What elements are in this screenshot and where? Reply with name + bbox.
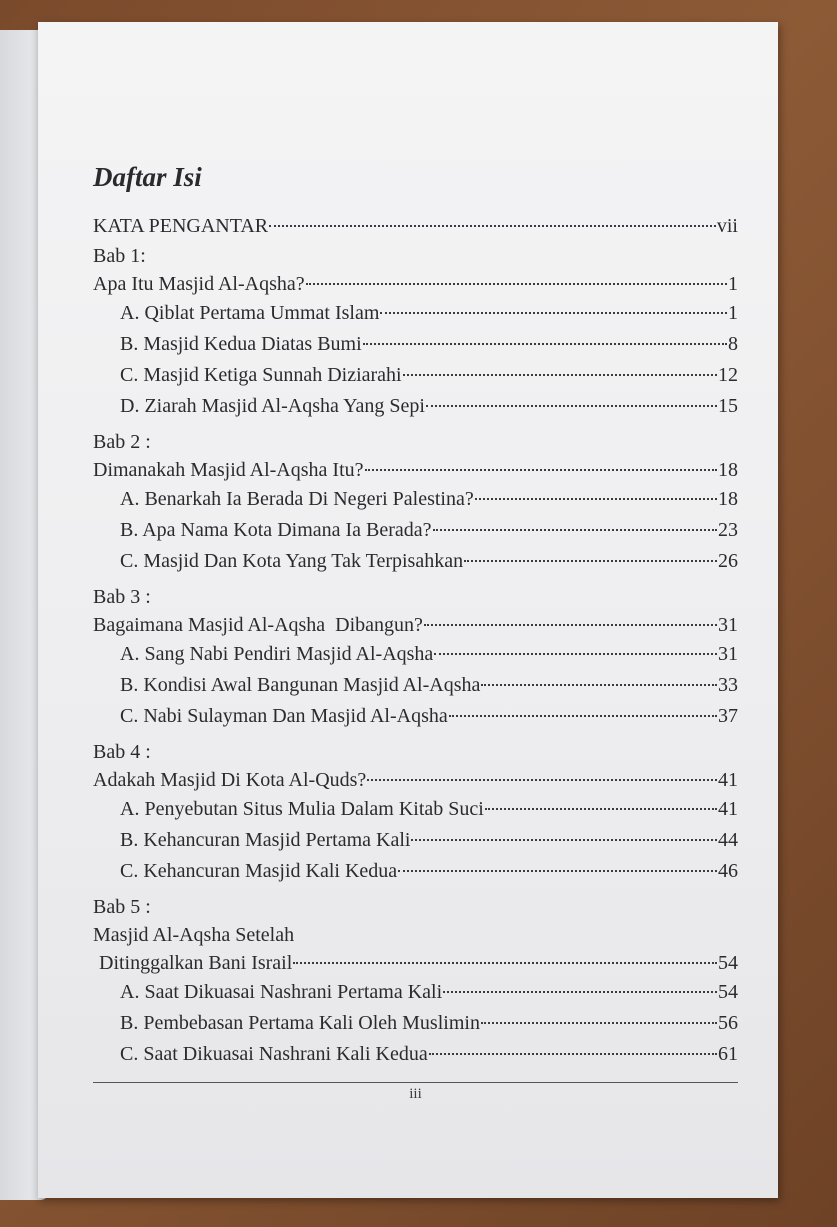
dot-leader [424,624,717,626]
toc-entry-page: 46 [718,860,738,882]
toc-entry-page: 41 [718,769,738,791]
toc-chapter-title-line1: Masjid Al-Aqsha Setelah [93,924,295,946]
dot-leader [481,684,717,686]
toc-section [93,701,738,732]
dot-leader [481,1022,717,1024]
toc-entry-label: KATA PENGANTAR [93,215,269,237]
page-title: Daftar Isi [93,162,202,192]
dot-leader [403,374,717,376]
toc-entry-label: B. Masjid Kedua Diatas Bumi [120,333,362,355]
dot-leader [433,529,717,531]
toc-entry-page: 1 [728,302,738,324]
toc-entry-page: 37 [718,705,738,727]
toc-entry-page: 54 [718,981,738,1003]
toc-entry-label: Adakah Masjid Di Kota Al-Quds? [93,769,367,791]
toc-section [93,856,738,887]
toc-entry-label: C. Masjid Dan Kota Yang Tak Terpisahkan [120,550,464,572]
toc-chapter-title [93,949,738,977]
toc-section [93,298,738,329]
toc-section [93,639,738,670]
dot-leader [443,991,717,993]
dot-leader [365,469,718,471]
dot-leader [367,779,717,781]
toc-entry-page: 18 [718,459,738,481]
toc-entry-page: 26 [718,550,738,572]
footer-page-number: iii [409,1086,422,1102]
dot-leader [449,715,717,717]
toc-entry-label: Apa Itu Masjid Al-Aqsha? [93,273,305,295]
toc-chapter-title [93,456,738,484]
dot-leader [475,498,717,500]
toc-entry-page: 8 [728,333,738,355]
toc-entry-label: Ditinggalkan Bani Israil [99,952,293,974]
toc-entry-label: A. Saat Dikuasai Nashrani Pertama Kali [120,981,443,1003]
toc-section [93,794,738,825]
book-page [38,22,778,1198]
footer-rule [93,1082,738,1083]
toc-entry-page: 31 [718,614,738,636]
toc-entry-label: Bagaimana Masjid Al-Aqsha Dibangun? [93,614,423,636]
toc-entry-label: C. Kehancuran Masjid Kali Kedua [120,860,398,882]
dot-leader [398,870,717,872]
toc-entry-page: 56 [718,1012,738,1034]
toc-section [93,670,738,701]
toc-entry-page: 61 [718,1043,738,1065]
chapter-label: Bab 4 : [93,741,151,763]
toc-section [93,515,738,546]
toc-section [93,1008,738,1039]
dot-leader [485,808,717,810]
toc-section [93,360,738,391]
toc-section [93,391,738,422]
dot-leader [306,283,727,285]
toc-entry-label: B. Apa Nama Kota Dimana Ia Berada? [120,519,432,541]
toc-entry-page: 12 [718,364,738,386]
chapter-label: Bab 5 : [93,896,151,918]
dot-leader [411,839,717,841]
toc-entry-page: 15 [718,395,738,417]
toc-entry-label: B. Kondisi Awal Bangunan Masjid Al-Aqsha [120,674,481,696]
toc-entry-label: C. Saat Dikuasai Nashrani Kali Kedua [120,1043,428,1065]
toc-entry-label: A. Sang Nabi Pendiri Masjid Al-Aqsha [120,643,434,665]
toc-section [93,825,738,856]
dot-leader [269,225,716,227]
chapter-label: Bab 2 : [93,431,151,453]
toc-entry-label: A. Benarkah Ia Berada Di Negeri Palestina? [120,488,474,510]
table-of-contents [93,157,738,1070]
toc-entry-page: 44 [718,829,738,851]
toc-entry-label: B. Kehancuran Masjid Pertama Kali [120,829,411,851]
toc-entry-page: 1 [728,273,738,295]
toc-entry-label: C. Nabi Sulayman Dan Masjid Al-Aqsha [120,705,448,727]
toc-section [93,546,738,577]
toc-section [93,977,738,1008]
chapter-label: Bab 3 : [93,586,151,608]
toc-entry-page: 18 [718,488,738,510]
dot-leader [426,405,717,407]
toc-entry-label: C. Masjid Ketiga Sunnah Diziarahi [120,364,402,386]
toc-entry-page: 33 [718,674,738,696]
toc-section [93,484,738,515]
toc-chapter-title [93,611,738,639]
toc-chapter-title [93,766,738,794]
dot-leader [429,1053,717,1055]
toc-section [93,329,738,360]
toc-entry-label: A. Qiblat Pertama Ummat Islam [120,302,380,324]
dot-leader [293,962,717,964]
toc-entry-label: Dimanakah Masjid Al-Aqsha Itu? [93,459,364,481]
dot-leader [434,653,717,655]
toc-section [93,1039,738,1070]
toc-entry-kata-pengantar [93,211,738,242]
dot-leader [380,312,727,314]
dot-leader [363,343,727,345]
dot-leader [464,560,717,562]
toc-entry-label: B. Pembebasan Pertama Kali Oleh Muslimin [120,1012,480,1034]
chapter-label: Bab 1: [93,245,146,267]
toc-entry-page: vii [716,215,738,237]
toc-entry-page: 54 [718,952,738,974]
toc-entry-label: D. Ziarah Masjid Al-Aqsha Yang Sepi [120,395,425,417]
toc-chapter-title [93,270,738,298]
toc-entry-page: 31 [718,643,738,665]
toc-entry-page: 23 [718,519,738,541]
toc-entry-label: A. Penyebutan Situs Mulia Dalam Kitab Suci [120,798,484,820]
toc-entry-page: 41 [718,798,738,820]
